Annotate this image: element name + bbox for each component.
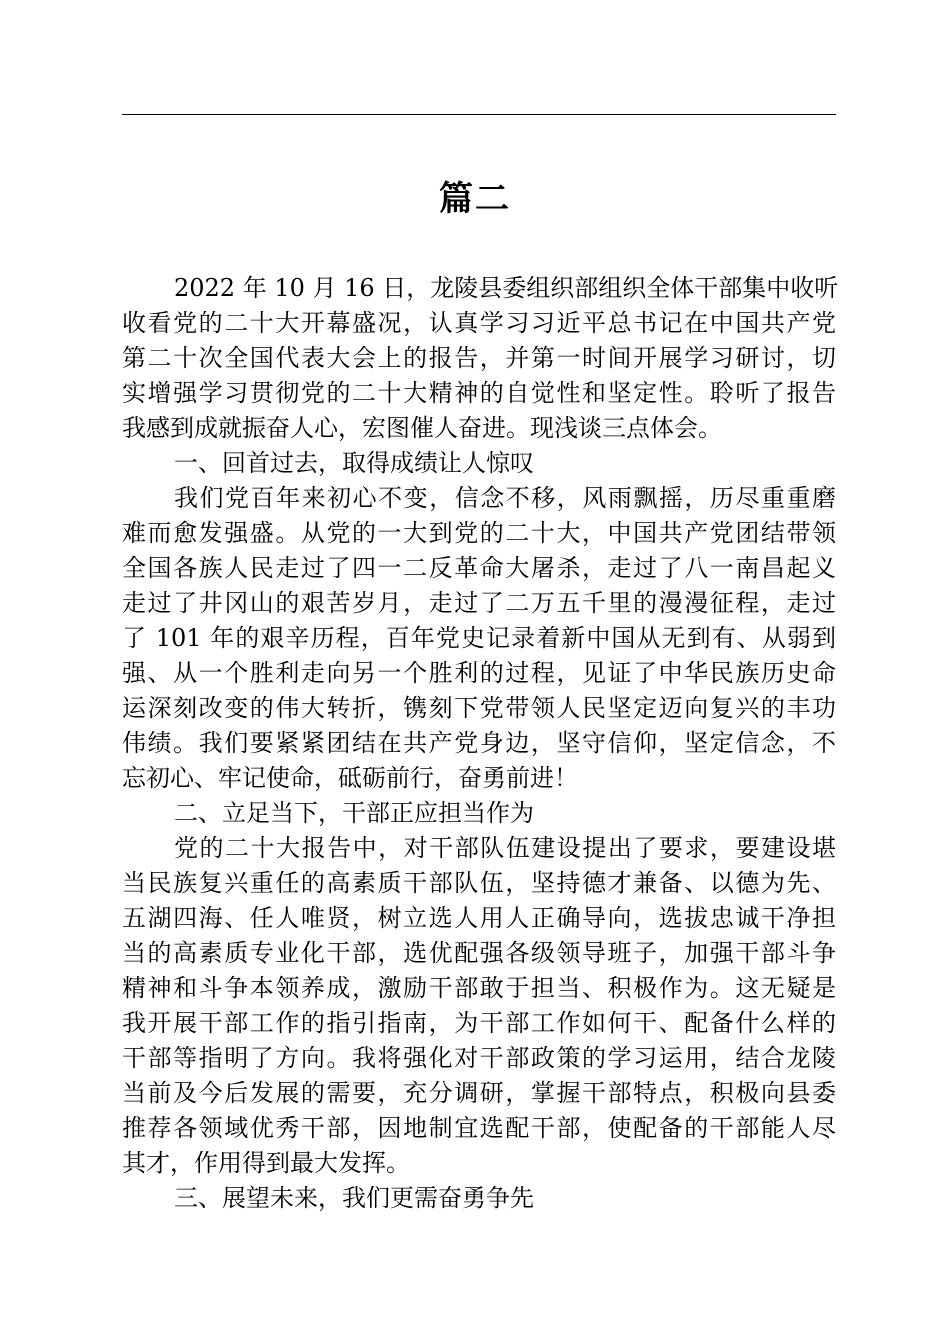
text-line: 当民族复兴重任的高素质干部队伍，坚持德才兼备、以德为先、 <box>122 869 836 897</box>
section-heading: 三、展望未来，我们更需奋勇争先 <box>174 1184 534 1212</box>
text-line: 全国各族人民走过了四一二反革命大屠杀，走过了八一南昌起义 <box>122 554 836 582</box>
text-line: 当前及今后发展的需要，充分调研，掌握干部特点，积极向县委 <box>122 1079 836 1107</box>
text-line: 其才，作用得到最大发挥。 <box>122 1149 410 1177</box>
text-line: 了 101 年的艰辛历程，百年党史记录着新中国从无到有、从弱到 <box>122 624 836 652</box>
text-line: 收看党的二十大开幕盛况，认真学习习近平总书记在中国共产党 <box>122 309 836 337</box>
text-line: 干部等指明了方向。我将强化对干部政策的学习运用，结合龙陵 <box>122 1044 836 1072</box>
text-line: 实增强学习贯彻党的二十大精神的自觉性和坚定性。聆听了报告 <box>122 379 836 407</box>
text-line: 党的二十大报告中，对干部队伍建设提出了要求，要建设堪 <box>174 834 836 862</box>
text-line: 走过了井冈山的艰苦岁月，走过了二万五千里的漫漫征程，走过 <box>122 589 836 617</box>
text-line: 我开展干部工作的指引指南，为干部工作如何干、配备什么样的 <box>122 1009 836 1037</box>
text-line: 2022 年 10 月 16 日，龙陵县委组织部组织全体干部集中收听 <box>174 274 839 302</box>
text-line: 运深刻改变的伟大转折，镌刻下党带领人民坚定迈向复兴的丰功 <box>122 694 836 722</box>
document-title: 篇二 <box>439 179 511 219</box>
text-line: 忘初心、牢记使命，砥砺前行，奋勇前进！ <box>122 764 578 792</box>
text-line: 第二十次全国代表大会上的报告，并第一时间开展学习研讨，切 <box>122 344 836 372</box>
text-line: 当的高素质专业化干部，选优配强各级领导班子，加强干部斗争 <box>122 939 836 967</box>
text-line: 难而愈发强盛。从党的一大到党的二十大，中国共产党团结带领 <box>122 519 836 547</box>
header-rule <box>122 114 836 115</box>
text-line: 推荐各领域优秀干部，因地制宜选配干部，使配备的干部能人尽 <box>122 1114 836 1142</box>
text-line: 我感到成就振奋人心，宏图催人奋进。现浅谈三点体会。 <box>122 414 722 442</box>
text-line: 我们党百年来初心不变，信念不移，风雨飘摇，历尽重重磨 <box>174 484 836 512</box>
section-heading: 一、回首过去，取得成绩让人惊叹 <box>174 449 534 477</box>
text-line: 伟绩。我们要紧紧团结在共产党身边，坚守信仰，坚定信念，不 <box>122 729 836 757</box>
section-heading: 二、立足当下，干部正应担当作为 <box>174 799 534 827</box>
text-line: 强、从一个胜利走向另一个胜利的过程，见证了中华民族历史命 <box>122 659 836 687</box>
text-line: 精神和斗争本领养成，激励干部敢于担当、积极作为。这无疑是 <box>122 974 836 1002</box>
text-line: 五湖四海、任人唯贤，树立选人用人正确导向，选拔忠诚干净担 <box>122 904 836 932</box>
